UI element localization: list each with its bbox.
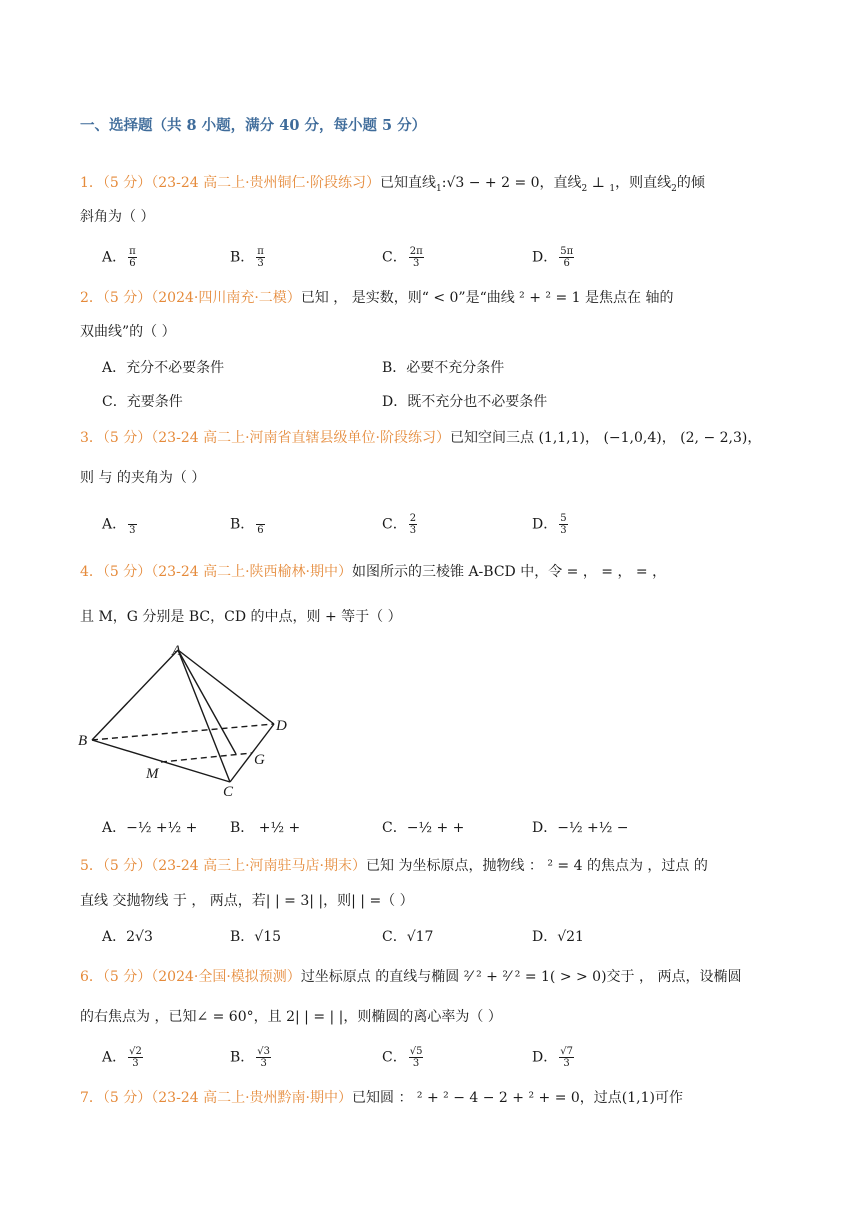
question-source: （5 分）（23-24 高三上·河南驻马店·期末） — [102, 858, 366, 874]
option-b[interactable]: B．必要不充分条件 — [382, 360, 505, 376]
option-a[interactable]: A．充分不必要条件 — [102, 360, 225, 376]
question-text: 已知空间三点 (1,1,1)， (−1,0,4)， (2, − 2,3)， — [450, 430, 762, 446]
question-text: 已知圆 ： ² + ² − 4 − 2 + ² + = 0，过点(1,1)可作 — [352, 1090, 683, 1106]
option-c[interactable]: C． $\frac{√5}{3}$ — [382, 1046, 423, 1069]
question-source: （5 分）（23-24 高二上·陕西榆林·期中） — [102, 564, 352, 580]
question-5 — [80, 855, 708, 875]
vertex-label-a: A — [172, 643, 182, 659]
question-number: 5． — [80, 858, 103, 874]
option-c[interactable]: C．√17 — [382, 929, 434, 945]
question-number: 3． — [80, 430, 103, 446]
question-text: 已知 ， 是实数，则“ < 0”是“曲线 ² + ² = 1 是焦点在 轴的 — [300, 290, 674, 306]
question-5-line-2: 直线 交抛物线 于 ， 两点，若| | = 3| |，则| | =（ ） — [80, 893, 414, 909]
vertex-label-c: C — [223, 784, 234, 800]
question-1 — [80, 172, 705, 194]
question-text: 的倾 — [676, 175, 705, 191]
question-6-line-2: 的右焦点为 ，已知∠ = 60°，且 2| | = | |，则椭圆的离心率为（ ） — [80, 1009, 502, 1025]
question-1-line-2: 斜角为（ ） — [80, 209, 155, 225]
midpoint-label-g: G — [254, 752, 265, 768]
option-c[interactable]: C．−½ + + — [382, 820, 465, 836]
question-text: 过坐标原点 的直线与椭圆 ²⁄ ² + ²⁄ ² = 1( > > 0)交于 ， 两点，设椭圆 — [300, 969, 742, 985]
question-text: ，则直线 — [615, 175, 672, 191]
question-6 — [80, 966, 741, 986]
subscript: 2 — [581, 183, 588, 194]
option-c[interactable]: C． $\frac{2\pi}{3}$ — [382, 246, 423, 269]
option-d[interactable]: D．既不充分也不必要条件 — [382, 394, 548, 410]
option-b[interactable]: B． +½ + — [230, 820, 301, 836]
question-text: 如图所示的三棱锥 A-BCD 中，令 = ， = ， = ， — [352, 564, 667, 580]
question-2 — [80, 287, 673, 307]
option-c[interactable]: C．充要条件 — [102, 394, 183, 410]
vertex-label-d: D — [276, 718, 287, 734]
option-d[interactable]: D． $\frac{√7}{3}$ — [532, 1046, 573, 1069]
question-source: （5 分）（23-24 高二上·贵州铜仁·阶段练习） — [102, 175, 380, 191]
question-number: 4． — [80, 564, 103, 580]
tetrahedron-diagram — [78, 640, 308, 800]
question-source: （5 分）（23-24 高二上·河南省直辖县级单位·阶段练习） — [102, 430, 450, 446]
perp-symbol: ⊥ — [591, 175, 605, 191]
question-source: （5 分）（23-24 高二上·贵州黔南·期中） — [102, 1090, 352, 1106]
question-4 — [80, 561, 666, 581]
option-a[interactable]: A． $\frac{\pi}{6}$ — [102, 246, 136, 269]
option-d[interactable]: D．√21 — [532, 929, 584, 945]
subscript: 1 — [609, 183, 616, 194]
midpoint-label-m: M — [146, 766, 159, 782]
question-number: 7． — [80, 1090, 103, 1106]
option-c[interactable]: C． $\frac{2}{3}$ — [382, 513, 417, 536]
question-source: （5 分）（2024·四川南充·二模） — [102, 290, 301, 306]
question-4-line-2: 且 M，G 分别是 BC，CD 的中点，则 + 等于（ ） — [80, 609, 402, 625]
option-a[interactable]: A．−½ +½ + — [102, 820, 198, 836]
question-text: 已知直线 — [380, 175, 436, 191]
option-d[interactable]: D．−½ +½ − — [532, 820, 629, 836]
question-number: 2． — [80, 290, 103, 306]
question-3 — [80, 427, 761, 447]
section-title: 一、选择题（共 8 小题，满分 40 分，每小题 5 分） — [80, 117, 427, 134]
option-d[interactable]: D． $\frac{5\pi}{6}$ — [532, 246, 574, 269]
option-b[interactable]: B． $\frac{√3}{3}$ — [230, 1046, 271, 1069]
vertex-label-b: B — [78, 733, 88, 749]
option-b[interactable]: B． 6 — [230, 513, 265, 536]
option-a[interactable]: A． 3 — [102, 513, 137, 536]
subscript: 2 — [671, 183, 677, 194]
question-number: 6． — [80, 969, 103, 985]
option-a[interactable]: A． $\frac{√2}{3}$ — [102, 1046, 142, 1069]
question-7 — [80, 1087, 683, 1107]
equation: :√3 − + 2 = 0，直线 — [441, 175, 582, 191]
question-text: 已知 为坐标原点，抛物线 ： ² = 4 的焦点为 ，过点 的 — [366, 858, 708, 874]
option-b[interactable]: B． $\frac{\pi}{3}$ — [230, 246, 264, 269]
question-source: （5 分）（2024·全国·模拟预测） — [102, 969, 301, 985]
subscript: 1 — [436, 183, 442, 194]
question-number: 1． — [80, 175, 103, 191]
option-b[interactable]: B．√15 — [230, 929, 282, 945]
option-a[interactable]: A．2√3 — [102, 929, 153, 945]
question-2-line-2: 双曲线”的（ ） — [80, 324, 176, 340]
option-d[interactable]: D． $\frac{5}{3}$ — [532, 513, 567, 536]
question-3-line-2: 则 与 的夹角为（ ） — [80, 470, 206, 486]
